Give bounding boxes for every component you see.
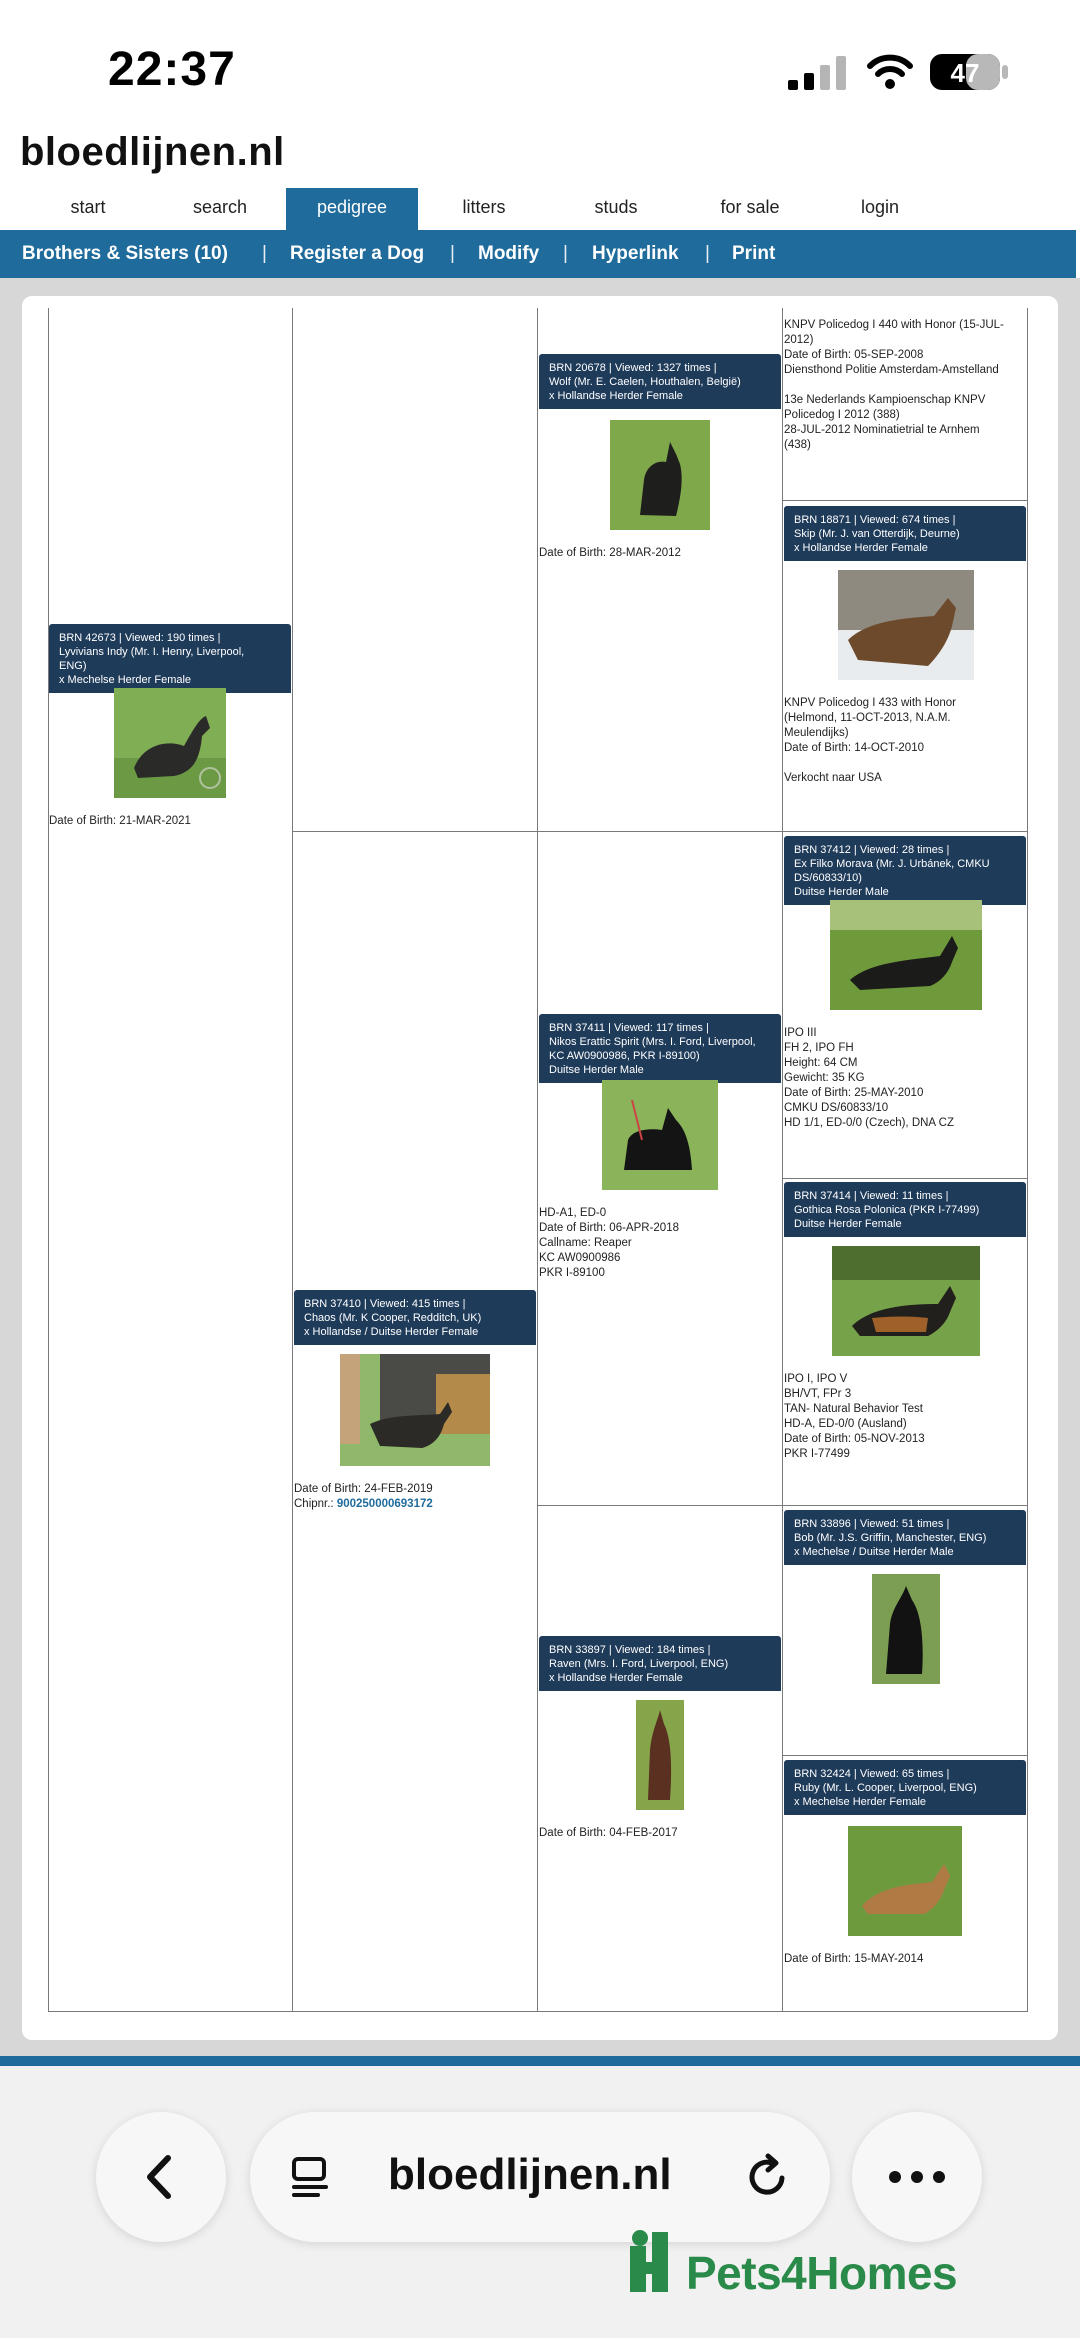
grid-line <box>537 308 538 2012</box>
tab-studs[interactable]: studs <box>594 197 638 217</box>
tab-search[interactable]: search <box>192 197 248 217</box>
grid-line <box>782 308 783 2012</box>
dog-photo[interactable] <box>602 1080 718 1190</box>
dog-info: Date of Birth: 21-MAR-2021 <box>49 815 191 827</box>
dog-card-header[interactable]: BRN 33897 | Viewed: 184 times | Raven (Mrs. I. Ford, Liverpool, ENG) x Hollandse Herder Female <box>539 1636 781 1691</box>
dog-card-header[interactable]: BRN 32424 | Viewed: 65 times | Ruby (Mr. L. Cooper, Liverpool, ENG) x Mechelse Herder Female <box>784 1760 1026 1815</box>
chip-label: Chipnr.: <box>294 1498 337 1510</box>
dog-photo[interactable] <box>848 1826 962 1936</box>
register-dog-link[interactable]: Register a Dog <box>290 243 425 264</box>
dog-card-header[interactable]: BRN 42673 | Viewed: 190 times | Lyvivians Indy (Mr. I. Henry, Liverpool, ENG) x Mechelse Herder Female <box>49 624 291 693</box>
separator: | <box>563 243 568 264</box>
chip-number-link[interactable]: 900250000693172 <box>336 1498 433 1510</box>
dog-card-header[interactable]: BRN 37411 | Viewed: 117 times | Nikos Erattic Spirit (Mrs. I. Ford, Liverpool, KC AW0900986, PKR I-89100) Duitse Herder Male <box>539 1014 781 1083</box>
brothers-sisters-link[interactable]: Brothers & Sisters (10) <box>22 243 228 264</box>
pets4homes-watermark: Pets4Homes <box>686 2247 958 2299</box>
dog-card-header[interactable]: BRN 20678 | Viewed: 1327 times | Wolf (Mr. E. Caelen, Houthalen, België) x Hollandse Herder Female <box>539 354 781 409</box>
print-link[interactable]: Print <box>732 243 776 264</box>
dog-photo[interactable] <box>114 688 226 798</box>
status-bar <box>0 0 1080 120</box>
tab-start[interactable]: start <box>70 197 106 217</box>
cellular-signal-icon <box>788 56 846 90</box>
dog-photo[interactable] <box>832 1246 980 1356</box>
dog-info: Date of Birth: 24-FEB-2019 Chipnr.: 900250000693172 <box>294 1483 433 1510</box>
wifi-icon <box>866 52 914 90</box>
dog-card-header[interactable]: BRN 33896 | Viewed: 51 times | Bob (Mr. J.S. Griffin, Manchester, ENG) x Mechelse / Duitse Herder Male <box>784 1510 1026 1565</box>
tab-for-sale[interactable]: for sale <box>720 197 780 217</box>
grid-line <box>782 500 1028 501</box>
grid-line <box>782 1755 1028 1756</box>
hyperlink-link[interactable]: Hyperlink <box>592 243 679 264</box>
tab-pedigree[interactable]: pedigree <box>286 188 418 230</box>
dog-card-header[interactable]: BRN 37412 | Viewed: 28 times | Ex Filko Morava (Mr. J. Urbánek, CMKU DS/60833/10) Duitse Herder Male <box>784 836 1026 905</box>
dog-card-header[interactable]: BRN 37410 | Viewed: 415 times | Chaos (Mr. K Cooper, Redditch, UK) x Hollandse / Duitse Herder Female <box>294 1290 536 1345</box>
modify-link[interactable]: Modify <box>478 243 540 264</box>
separator: | <box>450 243 455 264</box>
dog-info: KNPV Policedog I 433 with Honor (Helmond, 11-OCT-2013, N.A.M. Meulendijks) Date of Birth: 14-OCT-2010 Verkocht naar USA <box>784 697 956 784</box>
reader-view-icon[interactable] <box>290 2155 334 2199</box>
tab-login[interactable]: login <box>860 197 900 217</box>
tab-litters[interactable]: litters <box>462 197 506 217</box>
separator: | <box>705 243 710 264</box>
dog-info: Date of Birth: 15-MAY-2014 <box>784 1953 924 1965</box>
more-dots-icon <box>887 2167 947 2187</box>
dog-photo[interactable] <box>872 1574 940 1684</box>
site-logo[interactable]: bloedlijnen.nl <box>20 130 285 174</box>
dog-info: Date of Birth: 28-MAR-2012 <box>539 547 681 559</box>
grid-line <box>537 1505 1028 1506</box>
reload-icon[interactable] <box>742 2152 792 2202</box>
grid-line <box>292 308 293 2012</box>
chevron-left-icon <box>136 2152 186 2202</box>
dog-info: KNPV Policedog I 440 with Honor (15-JUL- 2012) Date of Birth: 05-SEP-2008 Diensthond Politie Amsterdam-Amstelland 13e Nederlands Kampioenschap KNPV Policedog I 2012 (388) 28-JUL-2012 Nominatietrial te Arnhem (438) <box>784 319 1004 451</box>
dog-photo[interactable] <box>636 1700 684 1810</box>
grid-line <box>292 831 1028 832</box>
grid-line <box>1027 308 1028 2012</box>
dog-photo[interactable] <box>340 1354 490 1466</box>
footer-bar <box>0 2056 1080 2066</box>
dog-card-header[interactable]: BRN 18871 | Viewed: 674 times | Skip (Mr. J. van Otterdijk, Deurne) x Hollandse Herder Female <box>784 506 1026 561</box>
top-nav <box>0 188 1080 230</box>
dog-info: IPO I, IPO V BH/VT, FPr 3 TAN- Natural Behavior Test HD-A, ED-0/0 (Ausland) Date of Birth: 05-NOV-2013 PKR I-77499 <box>784 1373 925 1460</box>
action-bar <box>0 230 1076 278</box>
status-time: 22:37 <box>108 43 236 96</box>
dog-info: IPO III FH 2, IPO FH Height: 64 CM Gewicht: 35 KG Date of Birth: 25-MAY-2010 CMKU DS/60833/10 HD 1/1, ED-0/0 (Czech), DNA CZ <box>784 1027 954 1129</box>
back-button[interactable] <box>96 2112 226 2242</box>
grid-line <box>782 1178 1028 1179</box>
dog-info: Date of Birth: 04-FEB-2017 <box>539 1827 678 1839</box>
dog-info: HD-A1, ED-0 Date of Birth: 06-APR-2018 Callname: Reaper KC AW0900986 PKR I-89100 <box>539 1207 679 1279</box>
dog-photo[interactable] <box>830 900 982 1010</box>
grid-line <box>48 2011 1028 2012</box>
dog-photo[interactable] <box>610 420 710 530</box>
separator: | <box>262 243 267 264</box>
pets4homes-logo-icon <box>626 2226 686 2306</box>
grid-line <box>48 308 49 2012</box>
more-button[interactable] <box>852 2112 982 2242</box>
dog-card-header[interactable]: BRN 37414 | Viewed: 11 times | Gothica Rosa Polonica (PKR I-77499) Duitse Herder Female <box>784 1182 1026 1237</box>
battery-icon <box>930 52 1008 92</box>
battery-level: 47 <box>950 58 980 88</box>
url-text[interactable]: bloedlijnen.nl <box>388 2150 672 2199</box>
dog-photo[interactable] <box>838 570 974 680</box>
